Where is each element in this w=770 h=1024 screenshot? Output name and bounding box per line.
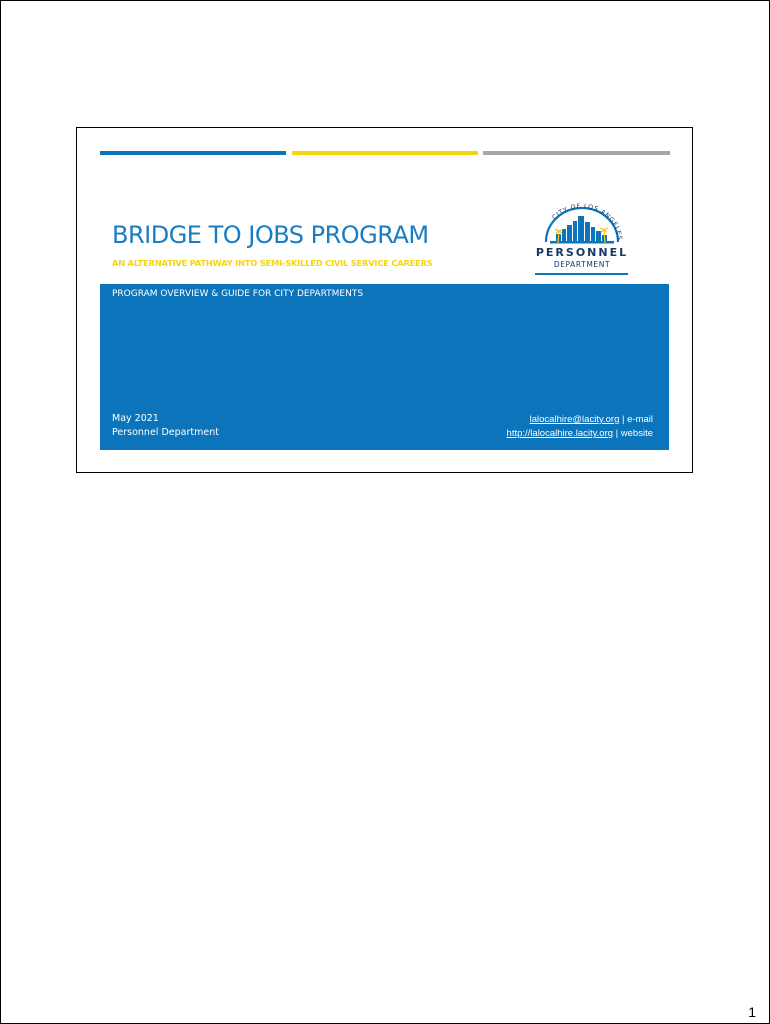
logo-arc-text: CITY OF LOS ANGELES [551,202,624,241]
accent-bar-blue [100,151,286,155]
email-line [507,413,653,427]
accent-bar-yellow [292,151,478,155]
date-and-department [112,412,219,440]
page-number: 1 [748,1004,756,1020]
slide-subtitle: AN ALTERNATIVE PATHWAY INTO SEMI-SKILLED CIVIL SERVICE CAREERS [112,258,433,268]
logo-department-text: DEPARTMENT [553,260,611,269]
blue-content-panel [100,284,669,450]
presenting-department: Personnel Department [112,427,219,438]
email-link[interactable]: lalocalhire@lacity.org [529,414,620,425]
email-label: | e-mail [619,414,653,425]
website-link[interactable]: http://lalocalhire.lacity.org [506,428,614,439]
logo-personnel-text: PERSONNEL [535,246,629,259]
presentation-date: May 2021 [112,413,159,424]
slide-title: BRIDGE TO JOBS PROGRAM [112,221,429,249]
city-skyline-icon [532,198,632,248]
accent-bar-gray [483,151,670,155]
logo-underline [535,273,628,275]
slide-thumbnail [76,127,693,473]
contact-info [507,413,653,441]
panel-heading: PROGRAM OVERVIEW & GUIDE FOR CITY DEPARTMENTS [112,289,364,299]
website-label: | website [613,428,653,439]
website-line [507,427,653,441]
personnel-department-logo [532,198,632,278]
